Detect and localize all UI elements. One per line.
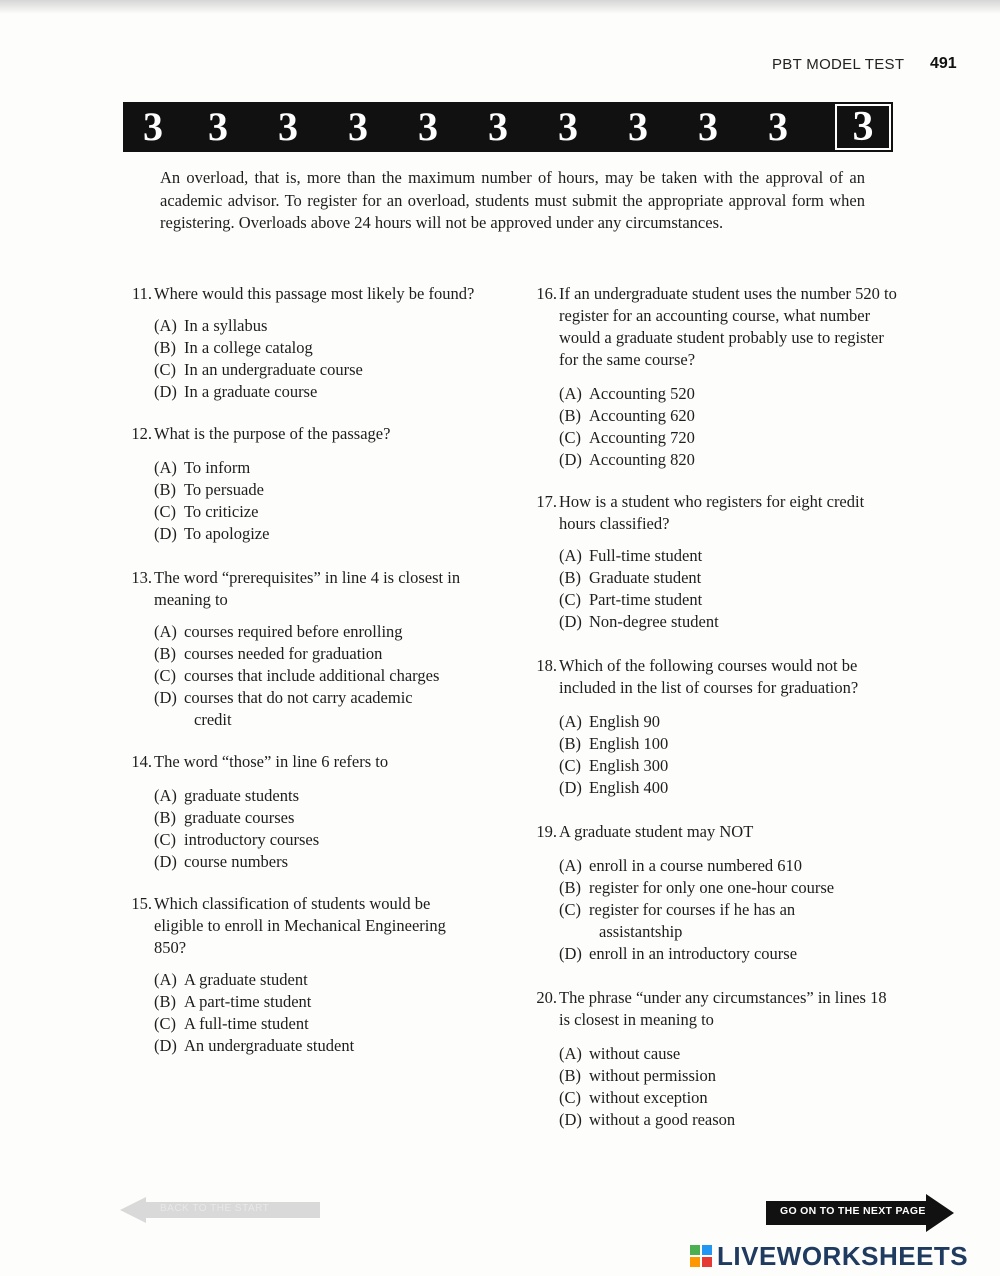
answer-option[interactable] xyxy=(154,1035,482,1057)
next-page-arrow[interactable] xyxy=(766,1194,956,1232)
section-number: 3 xyxy=(558,104,578,149)
answer-option[interactable] xyxy=(154,969,482,991)
question-number: 18. xyxy=(536,656,557,675)
option-text: courses that include additional charges xyxy=(184,666,440,685)
section-number: 3 xyxy=(208,104,228,149)
option-text: Graduate student xyxy=(589,568,702,587)
option-text: In a graduate course xyxy=(184,382,318,401)
answer-option[interactable] xyxy=(154,359,502,381)
option-letter: (D) xyxy=(559,1110,582,1129)
answer-option[interactable] xyxy=(559,405,899,427)
answer-options xyxy=(559,545,899,633)
section-number: 3 xyxy=(488,104,508,149)
watermark-text: LIVEWORKSHEETS xyxy=(717,1240,969,1271)
option-letter: (C) xyxy=(154,830,176,849)
answer-option[interactable] xyxy=(559,1087,899,1109)
question-number: 13. xyxy=(131,568,152,587)
answer-option[interactable] xyxy=(559,899,899,943)
question-text: A graduate student may NOT xyxy=(559,822,754,841)
option-letter: (C) xyxy=(154,502,176,521)
option-letter: (D) xyxy=(559,778,582,797)
option-text: course numbers xyxy=(184,852,289,871)
answer-option[interactable] xyxy=(559,427,899,449)
option-text: Accounting 520 xyxy=(589,384,695,403)
option-letter: (C) xyxy=(559,590,581,609)
option-letter: (B) xyxy=(559,1066,581,1085)
question-number: 19. xyxy=(536,822,557,841)
liveworksheets-watermark xyxy=(690,1241,968,1271)
answer-option[interactable] xyxy=(154,829,502,851)
option-text: Full-time student xyxy=(589,546,703,565)
answer-option[interactable] xyxy=(559,1109,899,1131)
option-letter: (D) xyxy=(154,1036,177,1055)
option-letter: (A) xyxy=(559,712,582,731)
answer-options xyxy=(559,711,899,799)
answer-option[interactable] xyxy=(559,545,899,567)
question-text: The word “those” in line 6 refers to xyxy=(154,752,389,771)
question-number: 11. xyxy=(131,284,152,303)
answer-option[interactable] xyxy=(154,687,502,731)
section-number: 3 xyxy=(278,104,298,149)
option-letter: (D) xyxy=(154,852,177,871)
option-text: Accounting 620 xyxy=(589,406,695,425)
option-text: English 100 xyxy=(589,734,669,753)
option-letter: (B) xyxy=(559,568,581,587)
next-page-label: GO ON TO THE NEXT PAGE xyxy=(780,1205,926,1217)
option-text: enroll in an introductory course xyxy=(589,944,798,963)
option-letter: (D) xyxy=(559,450,582,469)
answer-option[interactable] xyxy=(154,991,482,1013)
option-letter: (B) xyxy=(559,734,581,753)
option-text: courses that do not carry academic credit xyxy=(184,688,413,729)
question-text: Where would this passage most likely be found? xyxy=(154,284,475,303)
option-letter: (B) xyxy=(154,480,176,499)
question-text: How is a student who registers for eight credit hours classified? xyxy=(559,492,865,533)
answer-option[interactable] xyxy=(559,943,899,965)
question-text: The phrase “under any circumstances” in lines 18 is closest in meaning to xyxy=(559,988,887,1029)
option-letter: (C) xyxy=(154,666,176,685)
section-number: 3 xyxy=(348,104,368,149)
option-letter: (A) xyxy=(559,546,582,565)
answer-option[interactable] xyxy=(154,315,502,337)
answer-option[interactable] xyxy=(559,777,899,799)
answer-option[interactable] xyxy=(559,567,899,589)
option-text: Accounting 720 xyxy=(589,428,695,447)
option-text: without cause xyxy=(589,1044,681,1063)
question-text: Which of the following courses would not be included in the list of courses for graduation? xyxy=(559,656,859,697)
option-text: A part-time student xyxy=(184,992,312,1011)
answer-options xyxy=(154,315,502,403)
option-letter: (B) xyxy=(154,992,176,1011)
answer-option[interactable] xyxy=(559,1065,899,1087)
option-text: To persuade xyxy=(184,480,264,499)
answer-option[interactable] xyxy=(154,851,502,873)
option-text: To inform xyxy=(184,458,251,477)
option-letter: (C) xyxy=(559,756,581,775)
question-20 xyxy=(527,987,899,1131)
option-text: In a college catalog xyxy=(184,338,313,357)
option-letter: (A) xyxy=(154,786,177,805)
answer-options xyxy=(154,969,482,1057)
back-arrow[interactable] xyxy=(120,1195,320,1225)
section-number: 3 xyxy=(768,104,788,149)
option-text: without permission xyxy=(589,1066,716,1085)
option-text: courses required before enrolling xyxy=(184,622,403,641)
scan-shadow xyxy=(0,0,1000,14)
option-text: In an undergraduate course xyxy=(184,360,363,379)
question-13 xyxy=(122,567,502,731)
answer-options xyxy=(154,457,502,545)
option-text: graduate students xyxy=(184,786,300,805)
section-number: 3 xyxy=(143,104,163,149)
question-17 xyxy=(527,491,899,633)
option-text: English 400 xyxy=(589,778,669,797)
answer-option[interactable] xyxy=(154,621,502,643)
option-text: register for courses if he has an assistantship xyxy=(589,900,796,941)
question-text: If an undergraduate student uses the number 520 to register for an accounting course, what number would a graduate student probably use to register for the same course? xyxy=(559,284,897,369)
answer-options xyxy=(559,383,899,471)
answer-option[interactable] xyxy=(154,479,502,501)
reading-passage xyxy=(160,167,865,235)
question-number: 20. xyxy=(536,988,557,1007)
section-banner xyxy=(123,102,893,152)
option-text: courses needed for graduation xyxy=(184,644,383,663)
option-letter: (B) xyxy=(154,644,176,663)
option-letter: (D) xyxy=(154,524,177,543)
answer-option[interactable] xyxy=(154,337,502,359)
option-text: without a good reason xyxy=(589,1110,736,1129)
section-number-boxed: 3 xyxy=(835,104,891,150)
option-text: To apologize xyxy=(184,524,270,543)
question-text: What is the purpose of the passage? xyxy=(154,424,391,443)
option-letter: (A) xyxy=(154,970,177,989)
option-letter: (B) xyxy=(154,808,176,827)
section-number: 3 xyxy=(698,104,718,149)
answer-option[interactable] xyxy=(559,755,899,777)
questions-left-column xyxy=(122,283,502,1057)
section-number: 3 xyxy=(418,104,438,149)
option-letter: (B) xyxy=(154,338,176,357)
option-text: Non-degree student xyxy=(589,612,719,631)
option-text: A graduate student xyxy=(184,970,308,989)
section-number: 3 xyxy=(628,104,648,149)
answer-options xyxy=(154,785,502,873)
question-15 xyxy=(122,893,502,1057)
option-letter: (D) xyxy=(559,612,582,631)
question-18 xyxy=(527,655,899,799)
option-text: In a syllabus xyxy=(184,316,268,335)
answer-option[interactable] xyxy=(154,381,502,403)
option-text: An undergraduate student xyxy=(184,1036,355,1055)
option-letter: (A) xyxy=(559,1044,582,1063)
option-letter: (A) xyxy=(559,384,582,403)
option-letter: (D) xyxy=(559,944,582,963)
option-letter: (C) xyxy=(154,1014,176,1033)
answer-option[interactable] xyxy=(559,855,899,877)
question-number: 17. xyxy=(536,492,557,511)
answer-option[interactable] xyxy=(154,643,502,665)
option-letter: (B) xyxy=(559,406,581,425)
test-title: PBT MODEL TEST xyxy=(772,56,905,73)
option-letter: (B) xyxy=(559,878,581,897)
option-letter: (C) xyxy=(559,900,581,919)
back-label: BACK TO THE START xyxy=(160,1203,270,1214)
answer-options xyxy=(559,1043,899,1131)
option-text: introductory courses xyxy=(184,830,320,849)
answer-option[interactable] xyxy=(154,807,502,829)
option-letter: (A) xyxy=(154,458,177,477)
question-14 xyxy=(122,751,502,873)
option-letter: (D) xyxy=(154,382,177,401)
option-text: without exception xyxy=(589,1088,708,1107)
question-number: 15. xyxy=(131,894,152,913)
page-number: 491 xyxy=(930,55,957,72)
option-text: Part-time student xyxy=(589,590,703,609)
answer-options xyxy=(559,855,899,965)
answer-option[interactable] xyxy=(559,449,899,471)
question-16 xyxy=(527,283,899,471)
option-text: Accounting 820 xyxy=(589,450,695,469)
answer-options xyxy=(154,621,502,731)
option-letter: (A) xyxy=(154,316,177,335)
option-letter: (C) xyxy=(154,360,176,379)
liveworksheets-logo-icon xyxy=(690,1245,712,1267)
answer-option[interactable] xyxy=(559,711,899,733)
answer-option[interactable] xyxy=(559,1043,899,1065)
option-letter: (A) xyxy=(154,622,177,641)
answer-option[interactable] xyxy=(559,589,899,611)
page-header xyxy=(720,55,960,77)
option-letter: (D) xyxy=(154,688,177,707)
option-text: English 300 xyxy=(589,756,669,775)
option-letter: (C) xyxy=(559,1088,581,1107)
answer-option[interactable] xyxy=(154,785,502,807)
question-19 xyxy=(527,821,899,965)
option-letter: (C) xyxy=(559,428,581,447)
passage-text: An overload, that is, more than the maximum number of hours, may be taken with the approval of an academic advisor. To register for an overload, students must submit the appropriate approval form when registering. Overloads above 24 hours will not be approved under any circumstances. xyxy=(160,168,865,232)
option-text: register for only one one-hour course xyxy=(589,878,835,897)
answer-option[interactable] xyxy=(559,733,899,755)
answer-option[interactable] xyxy=(154,665,502,687)
option-text: enroll in a course numbered 610 xyxy=(589,856,803,875)
answer-option[interactable] xyxy=(154,501,502,523)
question-number: 14. xyxy=(131,752,152,771)
answer-option[interactable] xyxy=(154,457,502,479)
answer-option[interactable] xyxy=(559,877,899,899)
question-12 xyxy=(122,423,502,545)
question-number: 12. xyxy=(131,424,152,443)
question-11 xyxy=(122,283,502,403)
option-letter: (A) xyxy=(559,856,582,875)
answer-option[interactable] xyxy=(559,383,899,405)
option-text: English 90 xyxy=(589,712,661,731)
questions-right-column xyxy=(527,283,899,1131)
option-text: A full-time student xyxy=(184,1014,309,1033)
option-text: graduate courses xyxy=(184,808,295,827)
question-number: 16. xyxy=(536,284,557,303)
question-text: The word “prerequisites” in line 4 is closest in meaning to xyxy=(154,568,461,609)
option-text: To criticize xyxy=(184,502,259,521)
answer-option[interactable] xyxy=(154,1013,482,1035)
answer-option[interactable] xyxy=(154,523,502,545)
answer-option[interactable] xyxy=(559,611,899,633)
question-text: Which classification of students would be eligible to enroll in Mechanical Engineering 850? xyxy=(154,894,446,957)
